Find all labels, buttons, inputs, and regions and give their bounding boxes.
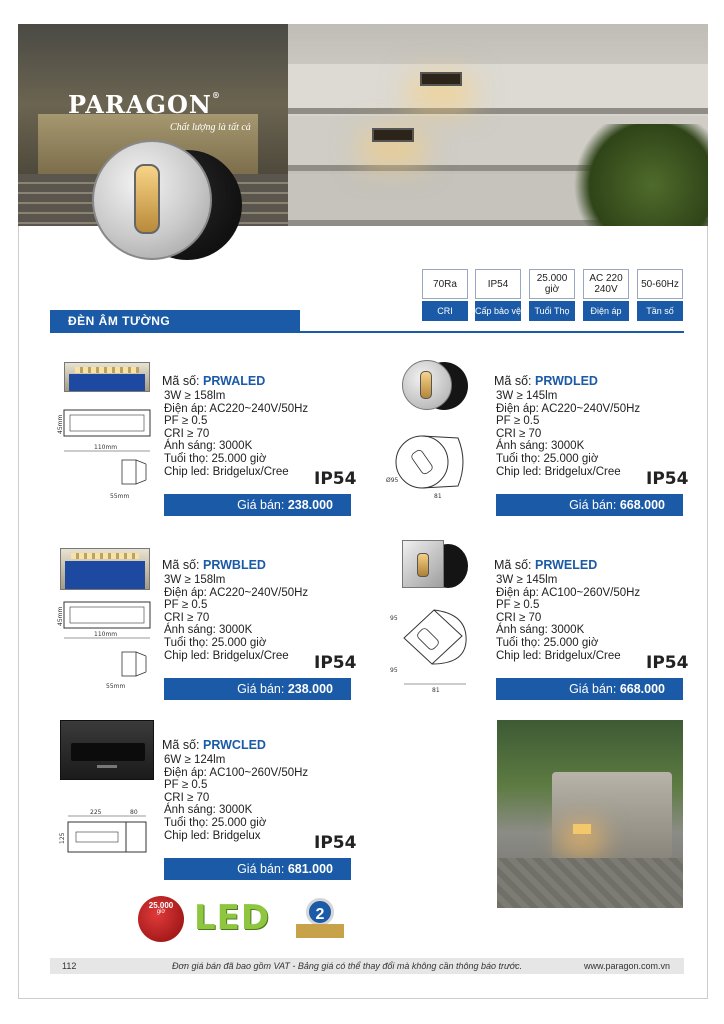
svg-text:110mm: 110mm — [94, 444, 118, 451]
ip-rating: IP54 — [314, 469, 357, 489]
page-footer — [50, 958, 684, 974]
product-code: Mã số: PRWALED — [162, 374, 266, 388]
technical-drawing — [382, 602, 492, 694]
section-divider — [50, 331, 684, 333]
svg-text:81: 81 — [434, 493, 442, 500]
product-card-prwaled — [50, 356, 357, 524]
hero-steps-photo — [288, 24, 708, 226]
svg-text:55mm: 55mm — [106, 683, 126, 690]
svg-text:95: 95 — [390, 615, 398, 622]
certification-badges — [138, 896, 358, 946]
svg-text:45mm: 45mm — [57, 414, 64, 434]
product-code: Mã số: PRWBLED — [162, 558, 266, 572]
led-logo: LED — [194, 898, 271, 938]
spec-frequency: 50-60Hz Tần số — [637, 269, 683, 321]
svg-text:110mm: 110mm — [94, 631, 118, 638]
spec-summary — [422, 269, 684, 321]
product-card-prwbled — [50, 540, 357, 708]
spec-voltage: AC 220 240V Điện áp — [583, 269, 629, 321]
svg-text:Ø95: Ø95 — [386, 477, 399, 484]
product-specs: 3W ≥ 145lm Điện áp: AC220~240V/50Hz PF ≥ 0.5 CRI ≥ 70 Ánh sáng: 3000K Tuổi thọ: 25.000 giờ Chip led: Bridgelux/Cree — [496, 390, 641, 478]
product-code: Mã số: PRWELED — [494, 558, 598, 572]
lifetime-badge: 25.000 giờ — [138, 896, 184, 942]
svg-text:80: 80 — [130, 809, 138, 816]
technical-drawing — [382, 432, 492, 504]
product-card-prweled — [382, 540, 689, 708]
ip-rating: IP54 — [314, 833, 357, 853]
product-card-prwcled — [50, 720, 357, 888]
spec-lifetime: 25.000 giờ Tuổi Thọ — [529, 269, 575, 321]
product-code: Mã số: PRWCLED — [162, 738, 266, 752]
svg-text:125: 125 — [59, 832, 66, 844]
spec-ip: IP54 Cấp bảo vệ — [475, 269, 521, 321]
svg-text:81: 81 — [432, 687, 440, 694]
product-code: Mã số: PRWDLED — [494, 374, 598, 388]
application-photo — [497, 720, 683, 908]
product-image — [60, 720, 154, 780]
price-bar: Giá bán: 238.000 — [164, 494, 351, 516]
technical-drawing — [50, 806, 160, 866]
product-image — [64, 362, 150, 392]
website-link[interactable]: www.paragon.com.vn — [583, 961, 670, 971]
page-number: 112 — [62, 961, 77, 971]
svg-text:95: 95 — [390, 667, 398, 674]
brand-logo: PARAGON® — [68, 90, 221, 119]
technical-drawing — [50, 406, 160, 506]
product-specs: 6W ≥ 124lm Điện áp: AC100~260V/50Hz PF ≥ 0.5 CRI ≥ 70 Ánh sáng: 3000K Tuổi thọ: 25.000 giờ Chip led: Bridgelux — [164, 754, 309, 842]
footer-note: Đơn giá bán đã bao gồm VAT - Bảng giá có thể thay đổi mà không cần thông báo trước. — [172, 961, 523, 971]
product-image — [402, 360, 468, 412]
product-image — [60, 548, 150, 590]
product-specs: 3W ≥ 145lm Điện áp: AC100~260V/50Hz PF ≥ 0.5 CRI ≥ 70 Ánh sáng: 3000K Tuổi thọ: 25.000 giờ Chip led: Bridgelux/Cree — [496, 574, 641, 662]
price-bar: Giá bán: 668.000 — [496, 678, 683, 700]
svg-text:55mm: 55mm — [110, 493, 130, 500]
warranty-badge: 2 — [296, 898, 342, 942]
ip-rating: IP54 — [314, 653, 357, 673]
svg-text:45mm: 45mm — [57, 606, 64, 626]
price-bar: Giá bán: 238.000 — [164, 678, 351, 700]
product-card-prwdled — [382, 356, 689, 524]
ip-rating: IP54 — [646, 469, 689, 489]
technical-drawing — [50, 598, 160, 694]
ip-rating: IP54 — [646, 653, 689, 673]
product-image — [402, 540, 468, 592]
hero-fixture-image — [92, 140, 242, 270]
brand-tagline: Chất lượng là tất cả — [170, 122, 251, 133]
product-specs: 3W ≥ 158lm Điện áp: AC220~240V/50Hz PF ≥ 0.5 CRI ≥ 70 Ánh sáng: 3000K Tuổi thọ: 25.000 giờ Chip led: Bridgelux/Cree — [164, 390, 309, 478]
svg-text:225: 225 — [90, 809, 102, 816]
price-bar: Giá bán: 668.000 — [496, 494, 683, 516]
spec-cri: 70Ra CRI — [422, 269, 468, 321]
price-bar: Giá bán: 681.000 — [164, 858, 351, 880]
product-specs: 3W ≥ 158lm Điện áp: AC220~240V/50Hz PF ≥ 0.5 CRI ≥ 70 Ánh sáng: 3000K Tuổi thọ: 25.000 giờ Chip led: Bridgelux/Cree — [164, 574, 309, 662]
section-title: ĐÈN ÂM TƯỜNG — [50, 310, 300, 332]
